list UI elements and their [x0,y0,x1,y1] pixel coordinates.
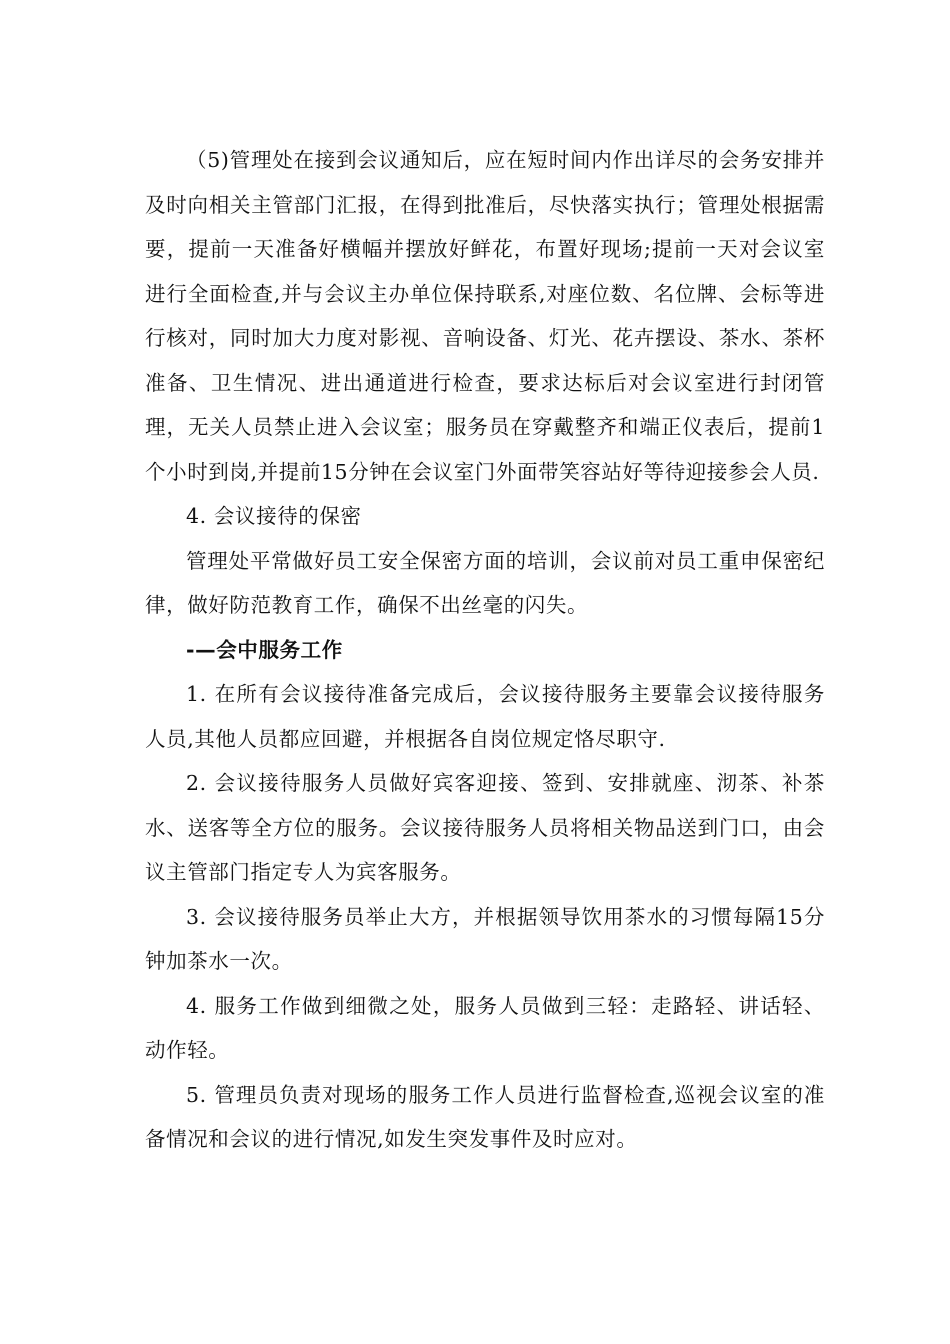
paragraph-service-item-4: 4. 服务工作做到细微之处，服务人员做到三轻：走路轻、讲话轻、动作轻。 [145,993,825,1062]
paragraph-meeting-preparation: （5)管理处在接到会议通知后，应在短时间内作出详尽的会务安排并及时向相关主管部门汇报，在得到批准后，尽快落实执行；管理处根据需要，提前一天准备好横幅并摆放好鲜花，布置好现场;提前一天对会议室进行全面检查,并与会议主办单位保持联系,对座位数、名位牌、会标等进行核对，同时加大力度对影视、音响设备、灯光、花卉摆设、茶水、茶杯准备、卫生情况、进出通道进行检查，要求达标后对会议室进行封闭管理，无关人员禁止进入会议室；服务员在穿戴整齐和端正仪表后，提前1个小时到岗,并提前15分钟在会议室门外面带笑容站好等待迎接参会人员. [145,148,825,484]
paragraph-service-item-1: 1. 在所有会议接待准备完成后，会议接待服务主要靠会议接待服务人员,其他人员都应回避，并根据各自岗位规定恪尽职守. [145,682,825,751]
paragraph-service-item-3: 3. 会议接待服务员举止大方，并根据领导饮用茶水的习惯每隔15分钟加茶水一次。 [145,904,825,973]
section-heading-confidentiality: 4. 会议接待的保密 [186,504,362,528]
paragraph-confidentiality: 管理处平常做好员工安全保密方面的培训，会议前对员工重申保密纪律，做好防范教育工作，确保不出丝毫的闪失。 [145,548,825,617]
section-heading-in-meeting-service: -—会中服务工作 [186,637,343,662]
paragraph-service-item-2: 2. 会议接待服务人员做好宾客迎接、签到、安排就座、沏茶、补茶水、送客等全方位的服务。会议接待服务人员将相关物品送到门口，由会议主管部门指定专人为宾客服务。 [145,771,825,884]
document-body [145,138,825,1162]
paragraph-service-item-5: 5. 管理员负责对现场的服务工作人员进行监督检查,巡视会议室的准备情况和会议的进行情况,如发生突发事件及时应对。 [145,1082,825,1151]
